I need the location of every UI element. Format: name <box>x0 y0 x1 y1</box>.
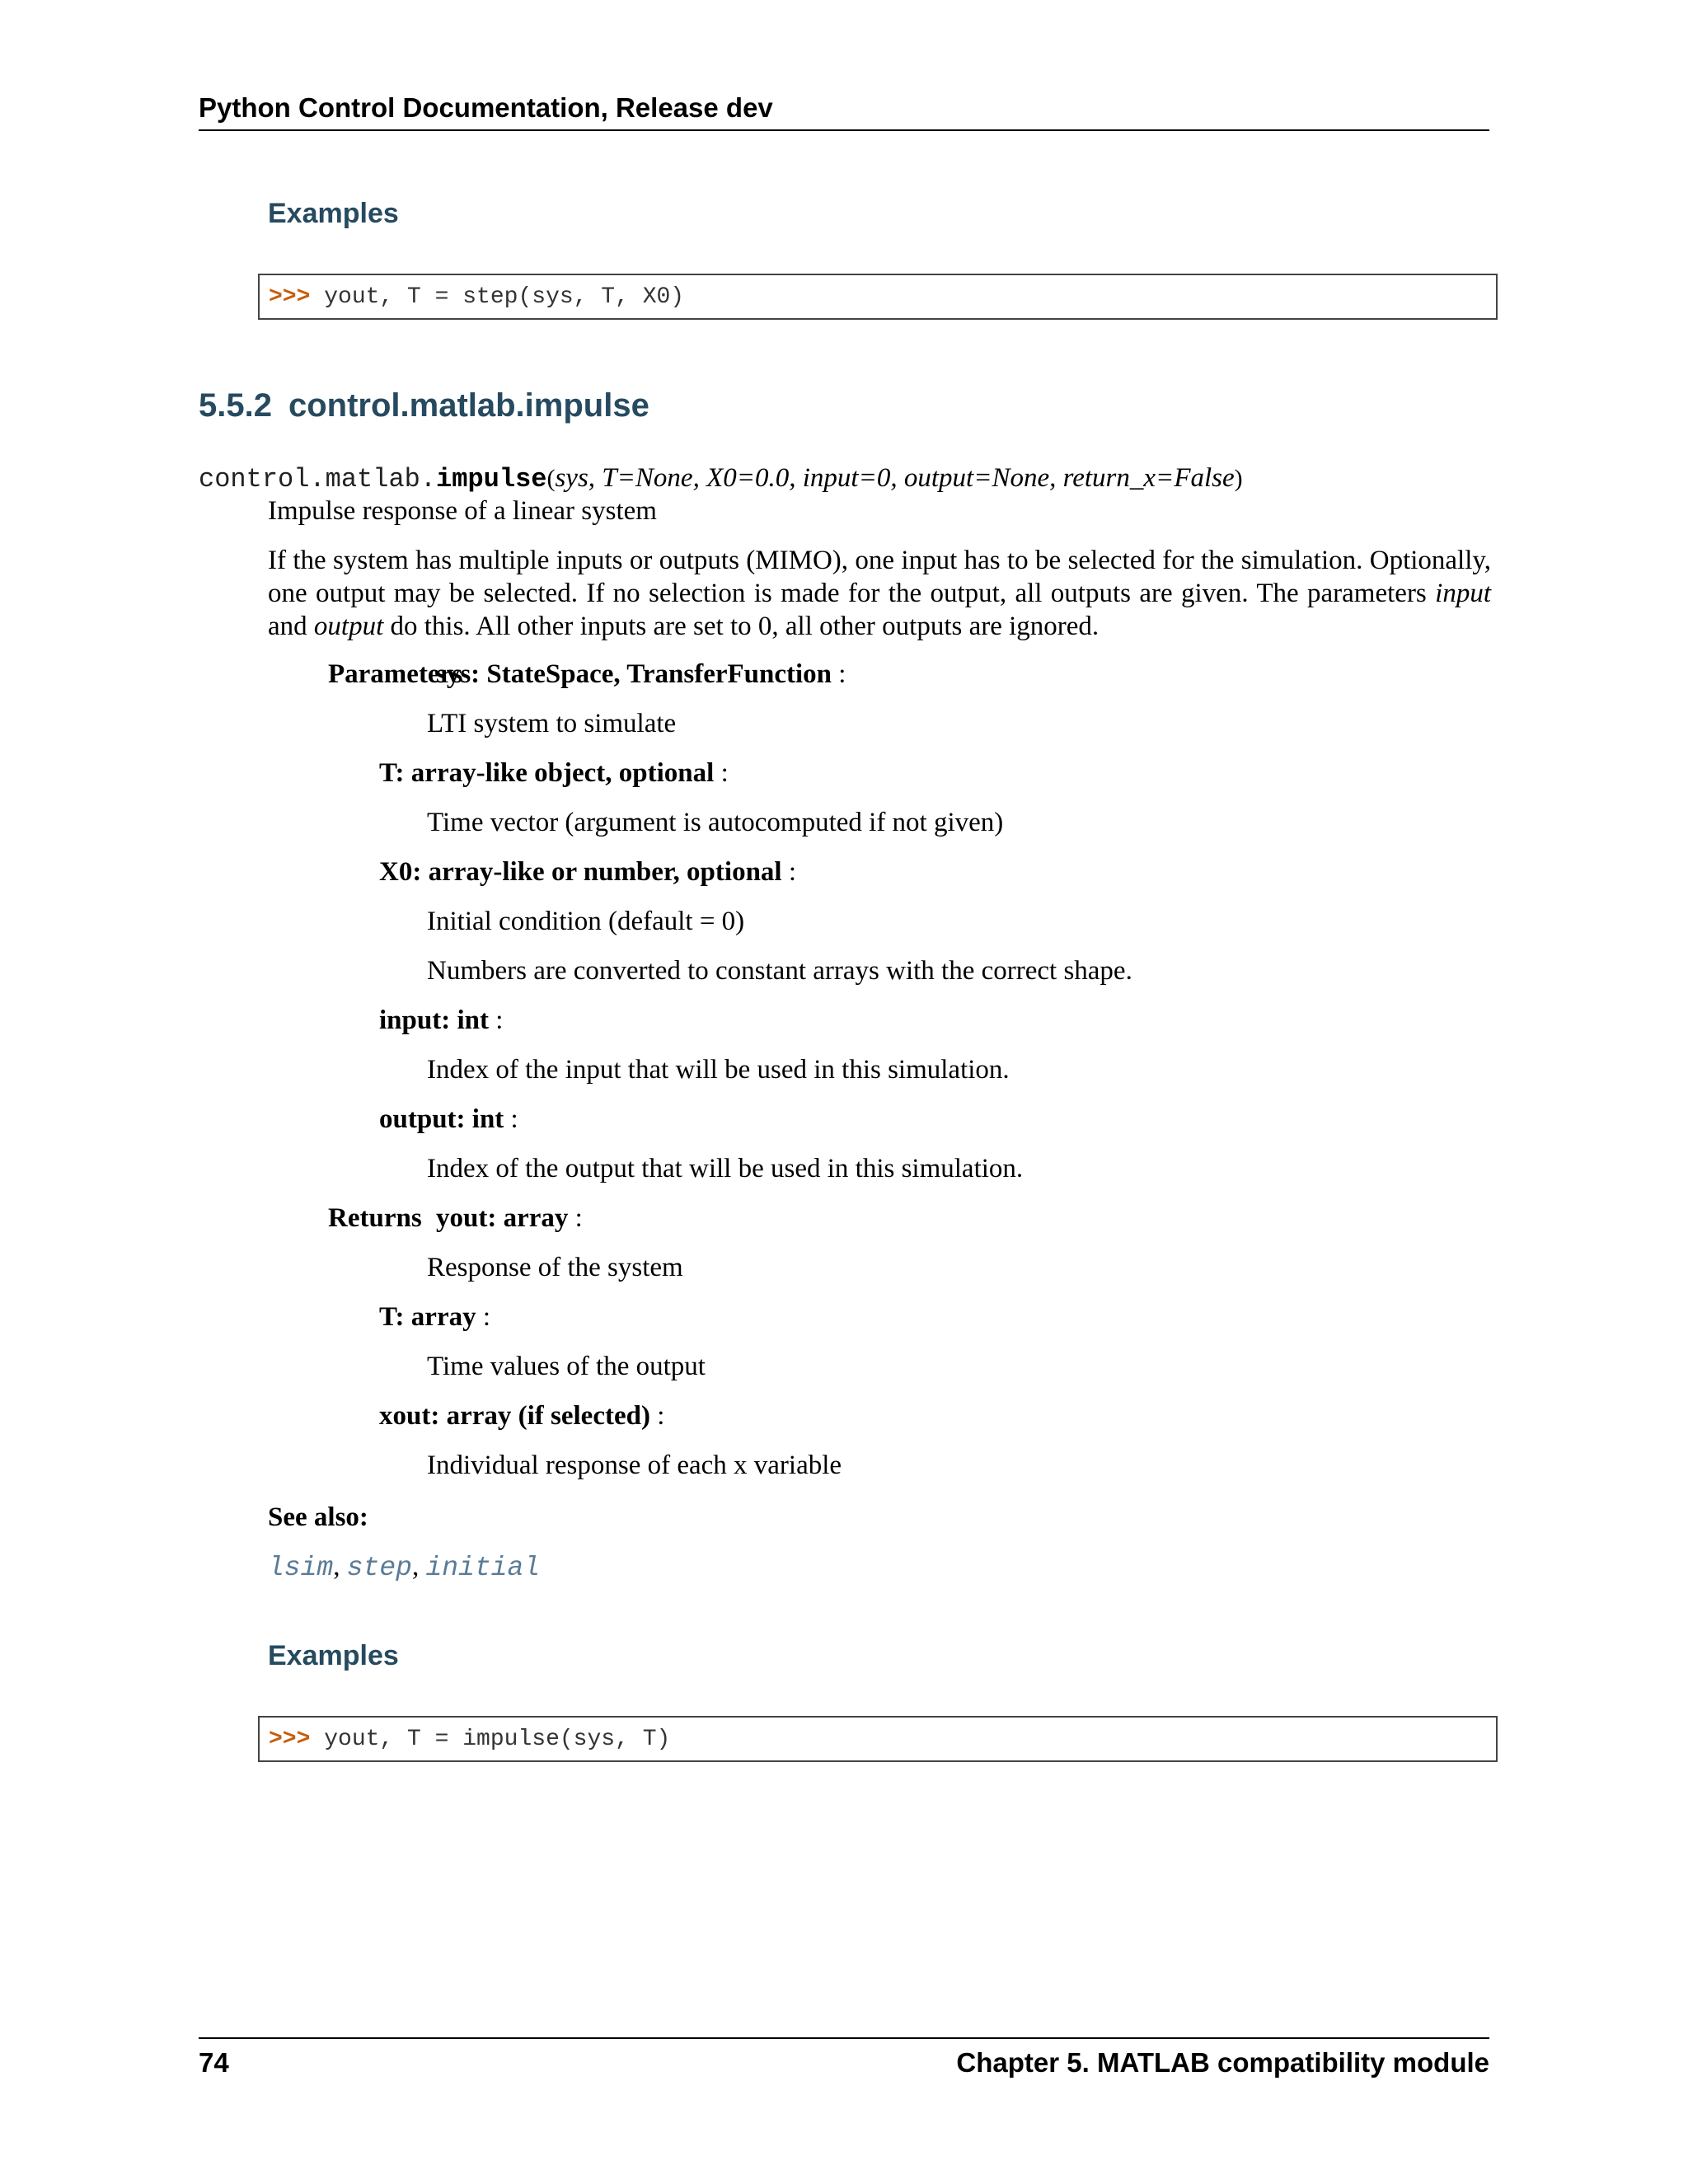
code-text: yout, T = impulse(sys, T) <box>310 1726 671 1752</box>
return-name-text: xout: array (if selected) <box>379 1401 650 1431</box>
link-sep: , <box>411 1552 426 1582</box>
signature-params: sys, T=None, X0=0.0, input=0, output=None, return_x=False <box>555 463 1235 493</box>
param-desc: Initial condition (default = 0) <box>427 907 745 936</box>
param-desc: Index of the output that will be used in this simulation. <box>427 1154 1024 1183</box>
section-name: control.matlab.impulse <box>288 387 649 424</box>
code-prompt: >>> <box>269 1726 311 1752</box>
return-sep: : <box>649 1401 665 1431</box>
description-paragraph <box>268 544 1491 643</box>
link-step[interactable]: step <box>346 1553 412 1583</box>
return-desc: Individual response of each x variable <box>427 1451 842 1480</box>
para-text-2: and <box>268 612 314 641</box>
signature-close-paren: ) <box>1234 465 1243 492</box>
return-sep: : <box>568 1203 583 1233</box>
param-name-text: input: int <box>379 1005 489 1035</box>
link-sep: , <box>333 1552 347 1582</box>
see-also-links <box>268 1552 540 1583</box>
footer-rule <box>199 2037 1489 2039</box>
param-name <box>379 758 729 789</box>
code-block-top <box>258 274 1498 320</box>
param-desc: LTI system to simulate <box>427 709 677 738</box>
return-name <box>379 1401 664 1432</box>
param-sep: : <box>832 659 846 689</box>
examples-heading-top: Examples <box>268 198 399 229</box>
chapter-title: Chapter 5. MATLAB compatibility module <box>956 2047 1489 2078</box>
function-signature <box>199 462 1243 494</box>
return-sep: : <box>476 1302 491 1332</box>
link-lsim[interactable]: lsim <box>268 1553 334 1583</box>
return-name-text: T: array <box>379 1302 476 1332</box>
param-desc: Index of the input that will be used in this simulation. <box>427 1055 1010 1085</box>
section-title <box>199 387 649 424</box>
return-desc: Time values of the output <box>427 1352 706 1381</box>
link-initial[interactable]: initial <box>425 1553 541 1583</box>
param-name-text: sys: StateSpace, TransferFunction <box>436 659 832 689</box>
see-also-title: See also: <box>268 1502 368 1532</box>
signature-open-paren: ( <box>546 465 556 492</box>
para-em-input: input <box>1435 579 1491 608</box>
param-name-text: X0: array-like or number, optional <box>379 857 782 887</box>
param-name-text: output: int <box>379 1104 504 1134</box>
param-sep: : <box>504 1104 518 1134</box>
param-name <box>436 659 846 690</box>
param-name <box>379 1104 518 1135</box>
page-number: 74 <box>199 2047 229 2078</box>
param-sep: : <box>714 758 729 788</box>
returns-label: Returns <box>328 1203 422 1233</box>
param-name <box>379 857 796 888</box>
para-text-1: If the system has multiple inputs or outputs (MIMO), one input has to be selected for the simulation. Optionally, one output may be selected. If no selection is made for the output, all outputs are given. The parameters <box>268 546 1491 608</box>
param-desc: Time vector (argument is autocomputed if not given) <box>427 808 1004 837</box>
code-block-bottom <box>258 1716 1498 1762</box>
code-text: yout, T = step(sys, T, X0) <box>310 284 685 310</box>
signature-name: impulse <box>436 464 547 494</box>
return-name-text: yout: array <box>436 1203 569 1233</box>
param-sep: : <box>488 1005 504 1035</box>
code-prompt: >>> <box>269 284 311 310</box>
return-name <box>436 1203 583 1234</box>
function-summary: Impulse response of a linear system <box>268 496 657 526</box>
parameters-label: Parameters <box>328 659 463 689</box>
param-desc: Numbers are converted to constant arrays with the correct shape. <box>427 956 1132 986</box>
para-em-output: output <box>313 612 384 641</box>
param-sep: : <box>781 857 797 887</box>
section-number: 5.5.2 <box>199 387 272 424</box>
param-name <box>379 1005 503 1036</box>
signature-module: control.matlab. <box>199 464 437 494</box>
running-header: Python Control Documentation, Release dev <box>199 92 773 123</box>
examples-heading-bottom: Examples <box>268 1640 399 1671</box>
para-text-3: do this. All other inputs are set to 0, all other outputs are ignored. <box>383 612 1100 641</box>
param-name-text: T: array-like object, optional <box>379 758 715 788</box>
return-name <box>379 1302 490 1333</box>
header-rule <box>199 129 1489 131</box>
return-desc: Response of the system <box>427 1253 683 1282</box>
